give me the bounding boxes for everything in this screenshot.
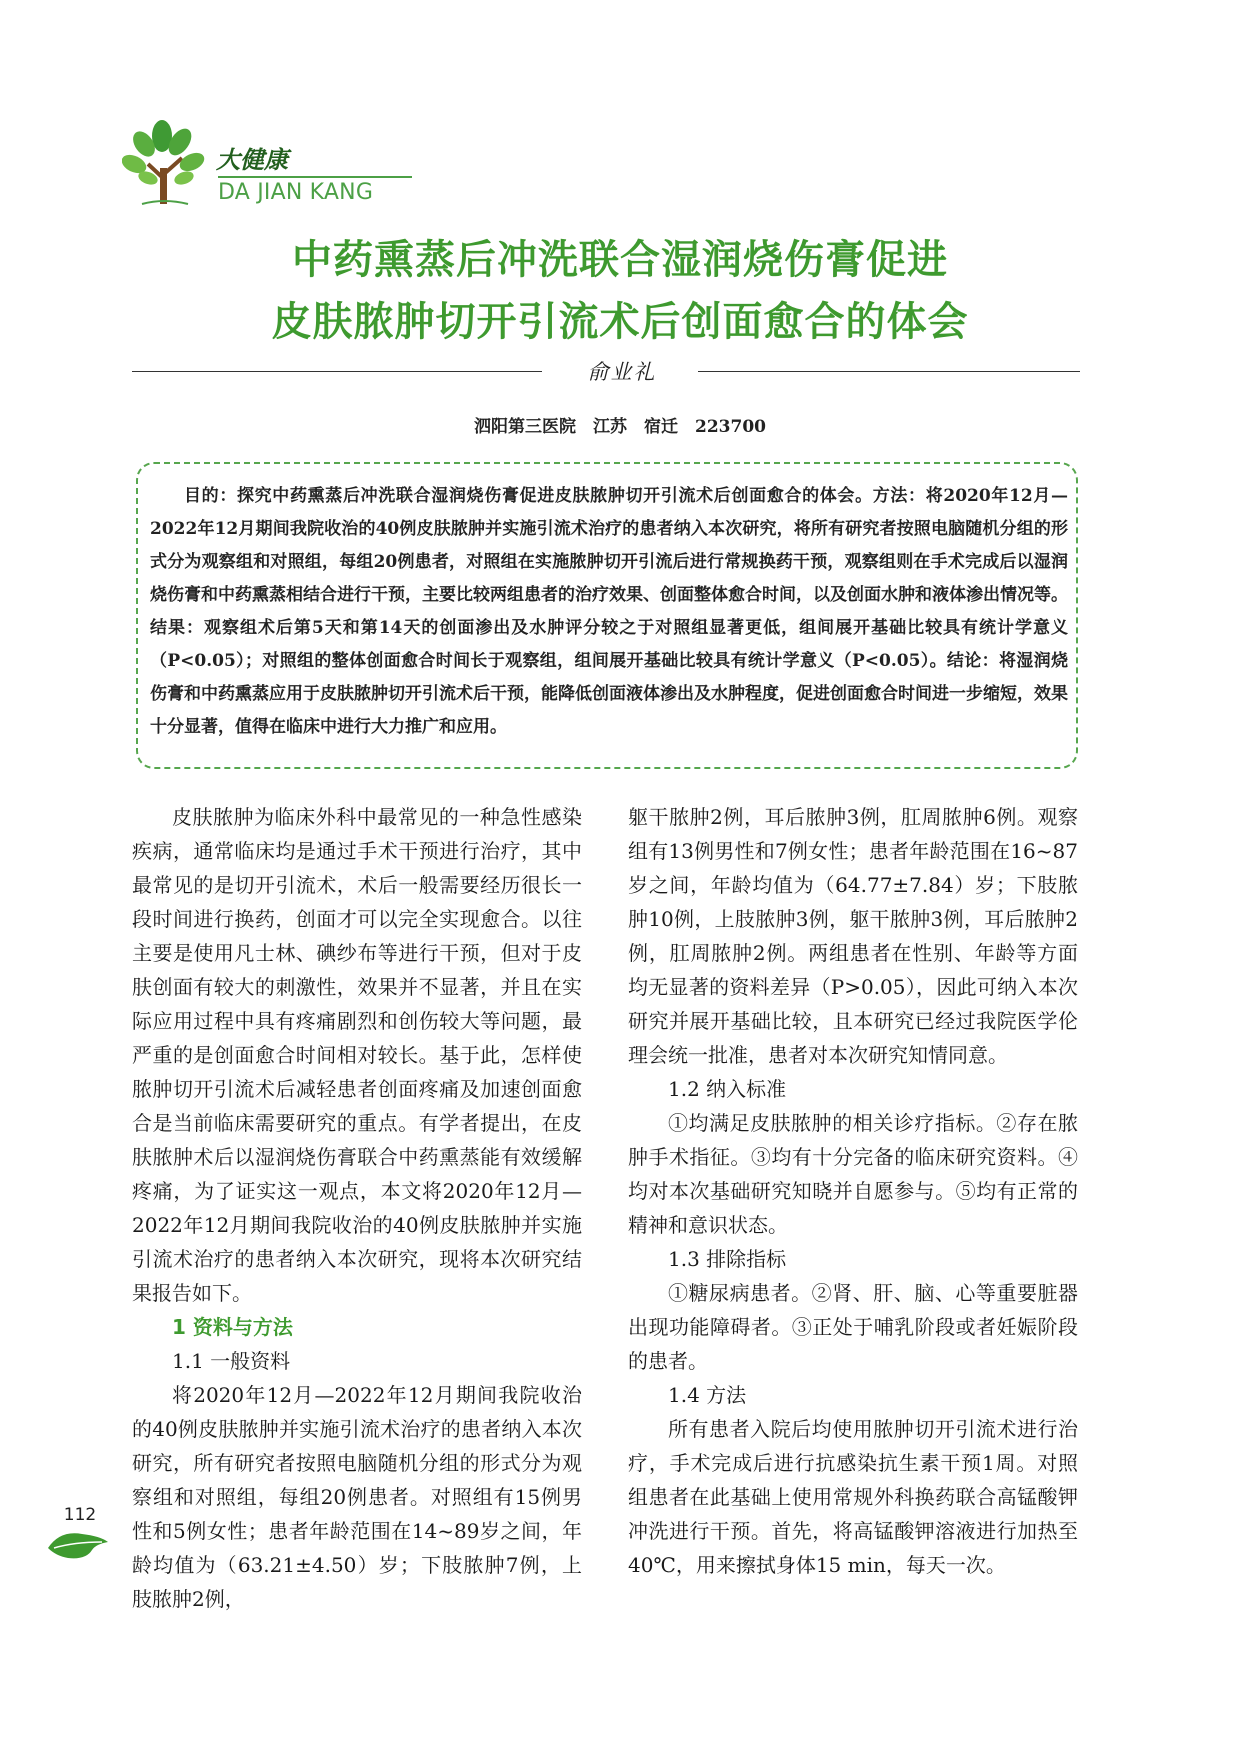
body-paragraph: ①糖尿病患者。②肾、肝、脑、心等重要脏器出现功能障碍者。③正处于哺乳阶段或者妊娠阶段的患者。 bbox=[628, 1281, 1078, 1373]
subsection-heading: 1.3 排除指标 bbox=[668, 1247, 787, 1271]
body-paragraph: 所有患者入院后均使用脓肿切开引流术进行治疗，手术完成后进行抗感染抗生素干预1周。对照组患者在此基础上使用常规外科换药联合高锰酸钾冲洗进行干预。首先，将高锰酸钾溶液进行加热至40℃，用来擦拭身体15 min，每天一次。 bbox=[628, 1417, 1078, 1577]
leaf-icon bbox=[46, 1528, 110, 1562]
abstract-text: 目的：探究中药熏蒸后冲洗联合湿润烧伤膏促进皮肤脓肿切开引流术后创面愈合的体会。方法：将2020年12月—2022年12月期间我院收治的40例皮肤脓肿并实施引流术治疗的患者纳入本次研究，将所有研究者按照电脑随机分组的形式分为观察组和对照组，每组20例患者，对照组在实施脓肿切开引流后进行常规换药干预，观察组则在手术完成后以湿润烧伤膏和中药熏蒸相结合进行干预，主要比较两组患者的治疗效果、创面整体愈合时间，以及创面水肿和液体渗出情况等。结果：观察组术后第5天和第14天的创面渗出及水肿评分较之于对照组显著更低，组间展开基础比较具有统计学意义（P<0.05）；对照组的整体创面愈合时间长于观察组，组间展开基础比较具有统计学意义（P<0.05）。结论：将湿润烧伤膏和中药熏蒸应用于皮肤脓肿切开引流术后干预，能降低创面液体渗出及水肿程度，促进创面愈合时间进一步缩短，效果十分显著，值得在临床中进行大力推广和应用。 bbox=[150, 486, 1068, 737]
author-divider-right bbox=[698, 371, 1080, 372]
intro-paragraph: 皮肤脓肿为临床外科中最常见的一种急性感染疾病，通常临床均是通过手术干预进行治疗，其中最常见的是切开引流术，术后一般需要经历很长一段时间进行换药，创面才可以完全实现愈合。以往主要是使用凡士林、碘纱布等进行干预，但对于皮肤创面有较大的刺激性，效果并不显著，并且在实际应用过程中具有疼痛剧烈和创伤较大等问题，最严重的是创面愈合时间相对较长。基于此，怎样使脓肿切开引流术后减轻患者创面疼痛及加速创面愈合是当前临床需要研究的重点。有学者提出，在皮肤脓肿术后以湿润烧伤膏联合中药熏蒸能有效缓解疼痛，为了证实这一观点，本文将2020年12月—2022年12月期间我院收治的40例皮肤脓肿并实施引流术治疗的患者纳入本次研究，现将本次研究结果报告如下。 bbox=[132, 805, 582, 1305]
subsection-heading: 1.4 方法 bbox=[668, 1383, 747, 1407]
article-title-line-2: 皮肤脓肿切开引流术后创面愈合的体会 bbox=[271, 299, 969, 345]
section-heading: 1 资料与方法 bbox=[172, 1315, 293, 1339]
author-divider-left bbox=[132, 371, 542, 372]
body-paragraph: 将2020年12月—2022年12月期间我院收治的40例皮肤脓肿并实施引流术治疗的患者纳入本次研究，所有研究者按照电脑随机分组的形式分为观察组和对照组，每组20例患者。对照组有15例男性和5例女性；患者年龄范围在14~89岁之间，年龄均值为（63.21±4.50）岁；下肢脓肿7例，上肢脓肿2例， bbox=[132, 1383, 582, 1611]
logo-chinese-text: 大健康 bbox=[216, 145, 288, 174]
article-title-line-1: 中药熏蒸后冲洗联合湿润烧伤膏促进 bbox=[292, 237, 948, 283]
body-paragraph: ①均满足皮肤脓肿的相关诊疗指标。②存在脓肿手术指征。③均有十分完备的临床研究资料。④均对本次基础研究知晓并自愿参与。⑤均有正常的精神和意识状态。 bbox=[628, 1111, 1078, 1237]
author-name: 俞业礼 bbox=[587, 360, 657, 384]
tree-icon bbox=[122, 118, 214, 210]
logo-english-text: DA JIAN KANG bbox=[218, 180, 374, 205]
subsection-heading: 1.2 纳入标准 bbox=[668, 1077, 787, 1101]
right-column bbox=[628, 800, 1078, 1582]
logo-underline bbox=[218, 176, 412, 178]
affiliation: 泗阳第三医院 江苏 宿迁 223700 bbox=[474, 417, 766, 437]
journal-logo bbox=[122, 118, 412, 210]
left-column bbox=[132, 800, 582, 1616]
body-paragraph: 躯干脓肿2例，耳后脓肿3例，肛周脓肿6例。观察组有13例男性和7例女性；患者年龄范围在16~87岁之间，年龄均值为（64.77±7.84）岁；下肢脓肿10例，上肢脓肿3例，躯干脓肿3例，耳后脓肿2例，肛周脓肿2例。两组患者在性别、年龄等方面均无显著的资料差异（P>0.05），因此可纳入本次研究并展开基础比较，且本研究已经过我院医学伦理会统一批准，患者对本次研究知情同意。 bbox=[628, 805, 1078, 1067]
subsection-heading: 1.1 一般资料 bbox=[172, 1349, 291, 1373]
page-number: 112 bbox=[63, 1505, 97, 1525]
